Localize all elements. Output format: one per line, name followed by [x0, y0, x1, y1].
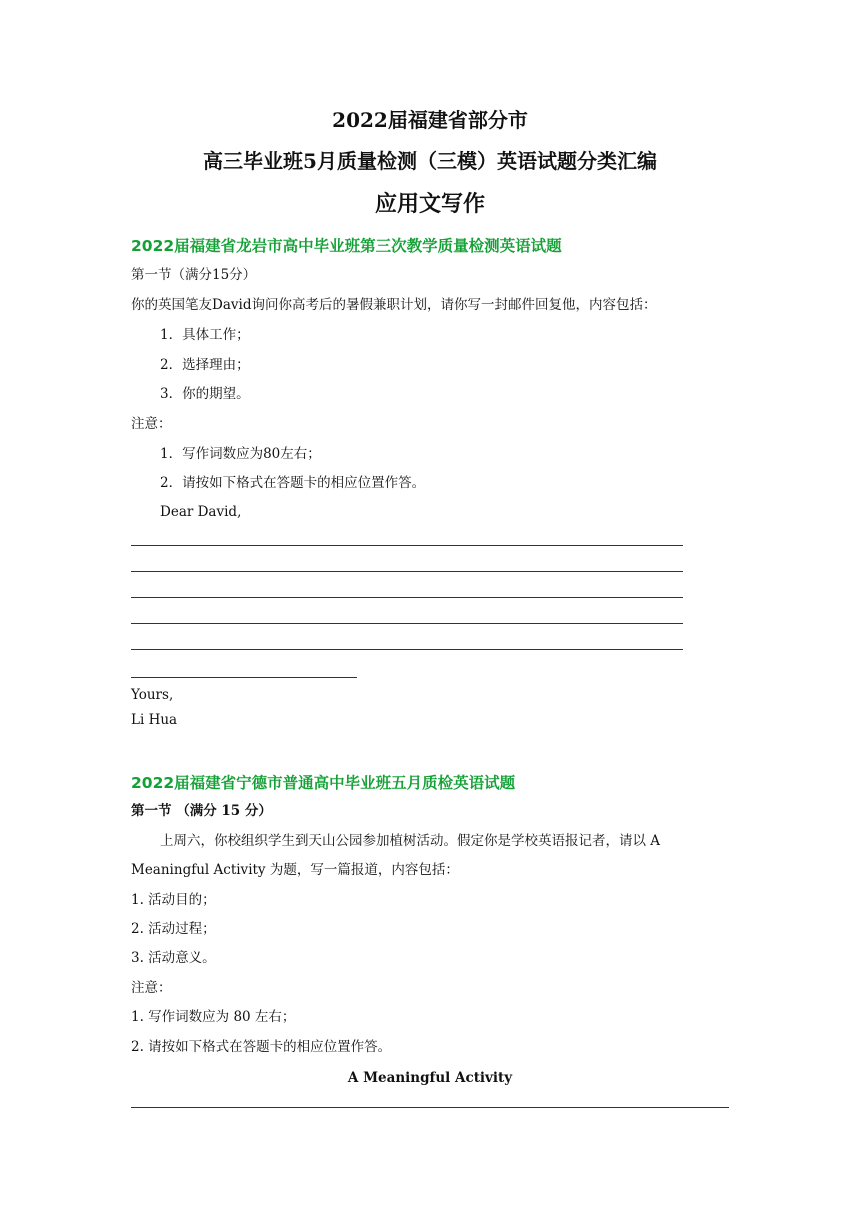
section2-note-2: 2. 请按如下格式在答题卡的相应位置作答。	[131, 1039, 392, 1055]
section1-note-2: 2．请按如下格式在答题卡的相应位置作答。	[160, 475, 426, 491]
answer-line	[131, 649, 683, 650]
section1-salutation: Dear David,	[160, 504, 242, 520]
section1-prompt: 你的英国笔友David询问你高考后的暑假兼职计划，请你写一封邮件回复他，内容包括：	[131, 297, 657, 313]
section1-title: 2022届福建省龙岩市高中毕业班第三次教学质量检测英语试题	[131, 237, 562, 255]
doc-title-line1: 2022届福建省部分市	[332, 108, 528, 132]
section1-point-2: 2．选择理由；	[160, 357, 250, 373]
section1-closing: Yours,	[131, 687, 174, 703]
section2-note-1: 1. 写作词数应为 80 左右；	[131, 1009, 296, 1025]
section1-signature: Li Hua	[131, 712, 178, 728]
answer-line	[131, 623, 683, 624]
section2-essay-title: A Meaningful Activity	[347, 1070, 513, 1086]
doc-title-line3: 应用文写作	[374, 191, 485, 217]
section2-point-1: 1. 活动目的；	[131, 892, 216, 908]
section1-point-1: 1．具体工作；	[160, 327, 250, 343]
section2-notes-label: 注意：	[131, 980, 172, 996]
section2-point-3: 3. 活动意义。	[131, 950, 216, 966]
section2-point-2: 2. 活动过程；	[131, 921, 216, 937]
answer-line	[131, 545, 683, 546]
section1-note-1: 1．写作词数应为80左右；	[160, 446, 321, 462]
section1-part: 第一节（满分15分）	[131, 267, 257, 283]
section2-prompt-line1: 上周六，你校组织学生到天山公园参加植树活动。假定你是学校英语报记者，请以 A	[160, 833, 661, 849]
answer-line	[131, 571, 683, 572]
answer-line	[131, 1107, 729, 1108]
doc-title-line2: 高三毕业班5月质量检测（三模）英语试题分类汇编	[203, 149, 657, 173]
section1-notes-label: 注意：	[131, 416, 172, 432]
answer-line	[131, 677, 357, 678]
section2-part: 第一节 （满分 15 分）	[131, 803, 272, 819]
section2-prompt-line2: Meaningful Activity 为题，写一篇报道，内容包括：	[131, 862, 459, 878]
section2-title: 2022届福建省宁德市普通高中毕业班五月质检英语试题	[131, 774, 516, 792]
section1-point-3: 3．你的期望。	[160, 386, 250, 402]
answer-line	[131, 597, 683, 598]
